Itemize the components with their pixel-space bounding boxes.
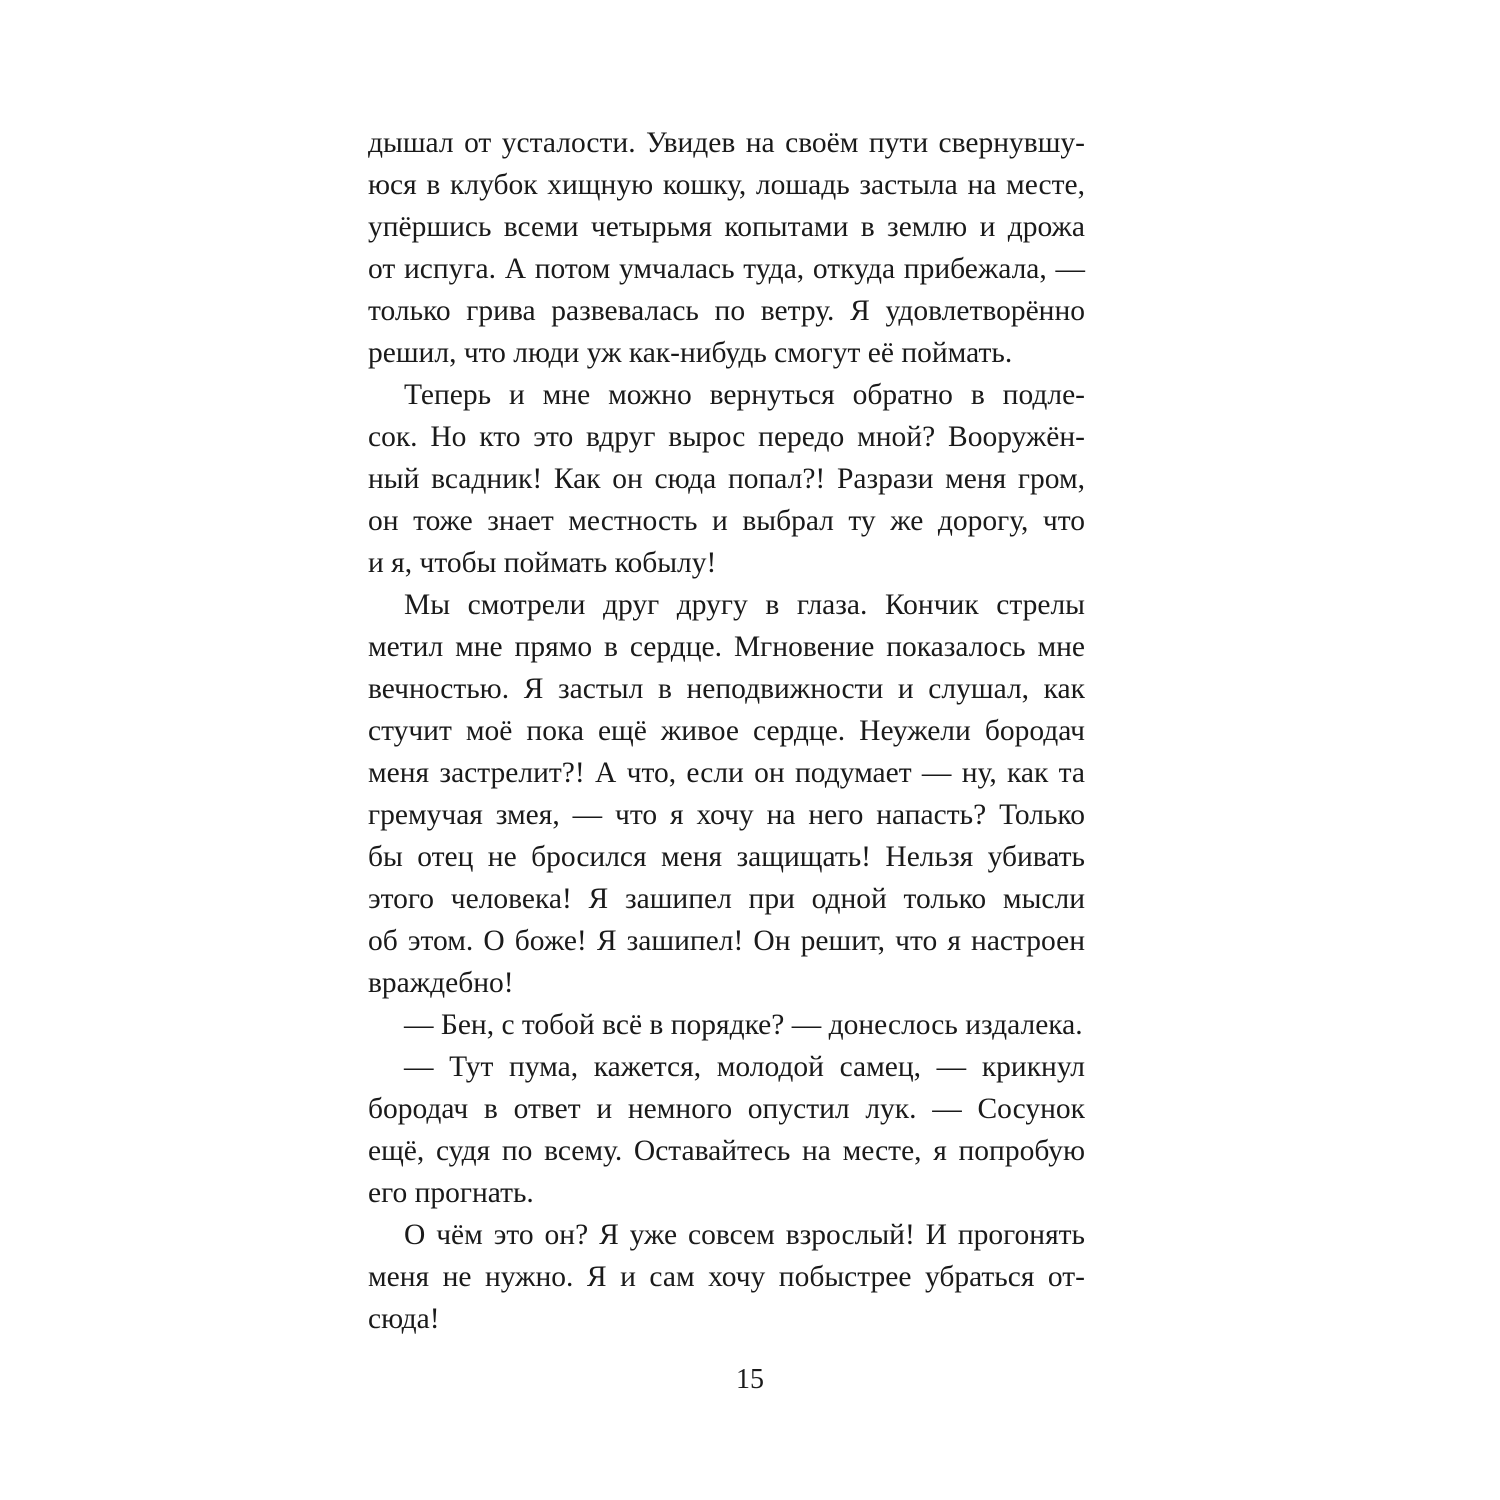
text-line: ещё, судя по всему. Оставайтесь на месте, я попробую [368, 1135, 1085, 1167]
text-line: юся в клубок хищную кошку, лошадь застыла на месте, [368, 169, 1085, 201]
text-line: дышал от усталости. Увидев на своём пути свернувшу- [368, 127, 1085, 159]
text-line: и я, чтобы поймать кобылу! [368, 547, 717, 579]
text-line: вечностью. Я застыл в неподвижности и слушал, как [368, 673, 1085, 705]
text-line: ный всадник! Как он сюда попал?! Разрази меня гром, [368, 463, 1085, 495]
text-line: решил, что люди уж как-нибудь смогут её поймать. [368, 337, 1013, 369]
text-line: бородач в ответ и немного опустил лук. — Сосунок [368, 1093, 1085, 1125]
dialogue-line: — Бен, с тобой всё в порядке? — донеслось издалека. [404, 1009, 1083, 1041]
text-line: гремучая змея, — что я хочу на него напасть? Только [368, 799, 1085, 831]
text-line: меня не нужно. Я и сам хочу побыстрее убраться от- [368, 1261, 1085, 1293]
text-line: его прогнать. [368, 1177, 534, 1209]
paragraph-first-line: О чём это он? Я уже совсем взрослый! И прогонять [404, 1219, 1085, 1251]
text-line: сок. Но кто это вдруг вырос передо мной? Вооружён- [368, 421, 1085, 453]
text-line: враждебно! [368, 967, 514, 999]
text-line: он тоже знает местность и выбрал ту же дорогу, что [368, 505, 1085, 537]
text-line: стучит моё пока ещё живое сердце. Неужели бородач [368, 715, 1085, 747]
dialogue-line: — Тут пума, кажется, молодой самец, — крикнул [404, 1051, 1085, 1083]
text-line: от испуга. А потом умчалась туда, откуда прибежала, — [368, 253, 1085, 285]
text-line: только грива развевалась по ветру. Я удовлетворённо [368, 295, 1085, 327]
text-line: об этом. О боже! Я зашипел! Он решит, что я настроен [368, 925, 1085, 957]
text-line: бы отец не бросился меня защищать! Нельзя убивать [368, 841, 1085, 873]
body-text [368, 122, 1085, 1340]
page-number: 15 [736, 1364, 764, 1395]
text-line: метил мне прямо в сердце. Мгновение показалось мне [368, 631, 1085, 663]
text-line: сюда! [368, 1303, 440, 1335]
paragraph-first-line: Мы смотрели друг другу в глаза. Кончик стрелы [404, 589, 1085, 621]
text-line: упёршись всеми четырьмя копытами в землю и дрожа [368, 211, 1085, 243]
paragraph-first-line: Теперь и мне можно вернуться обратно в подле- [404, 379, 1085, 411]
text-line: этого человека! Я зашипел при одной только мысли [368, 883, 1085, 915]
text-line: меня застрелит?! А что, если он подумает — ну, как та [368, 757, 1085, 789]
